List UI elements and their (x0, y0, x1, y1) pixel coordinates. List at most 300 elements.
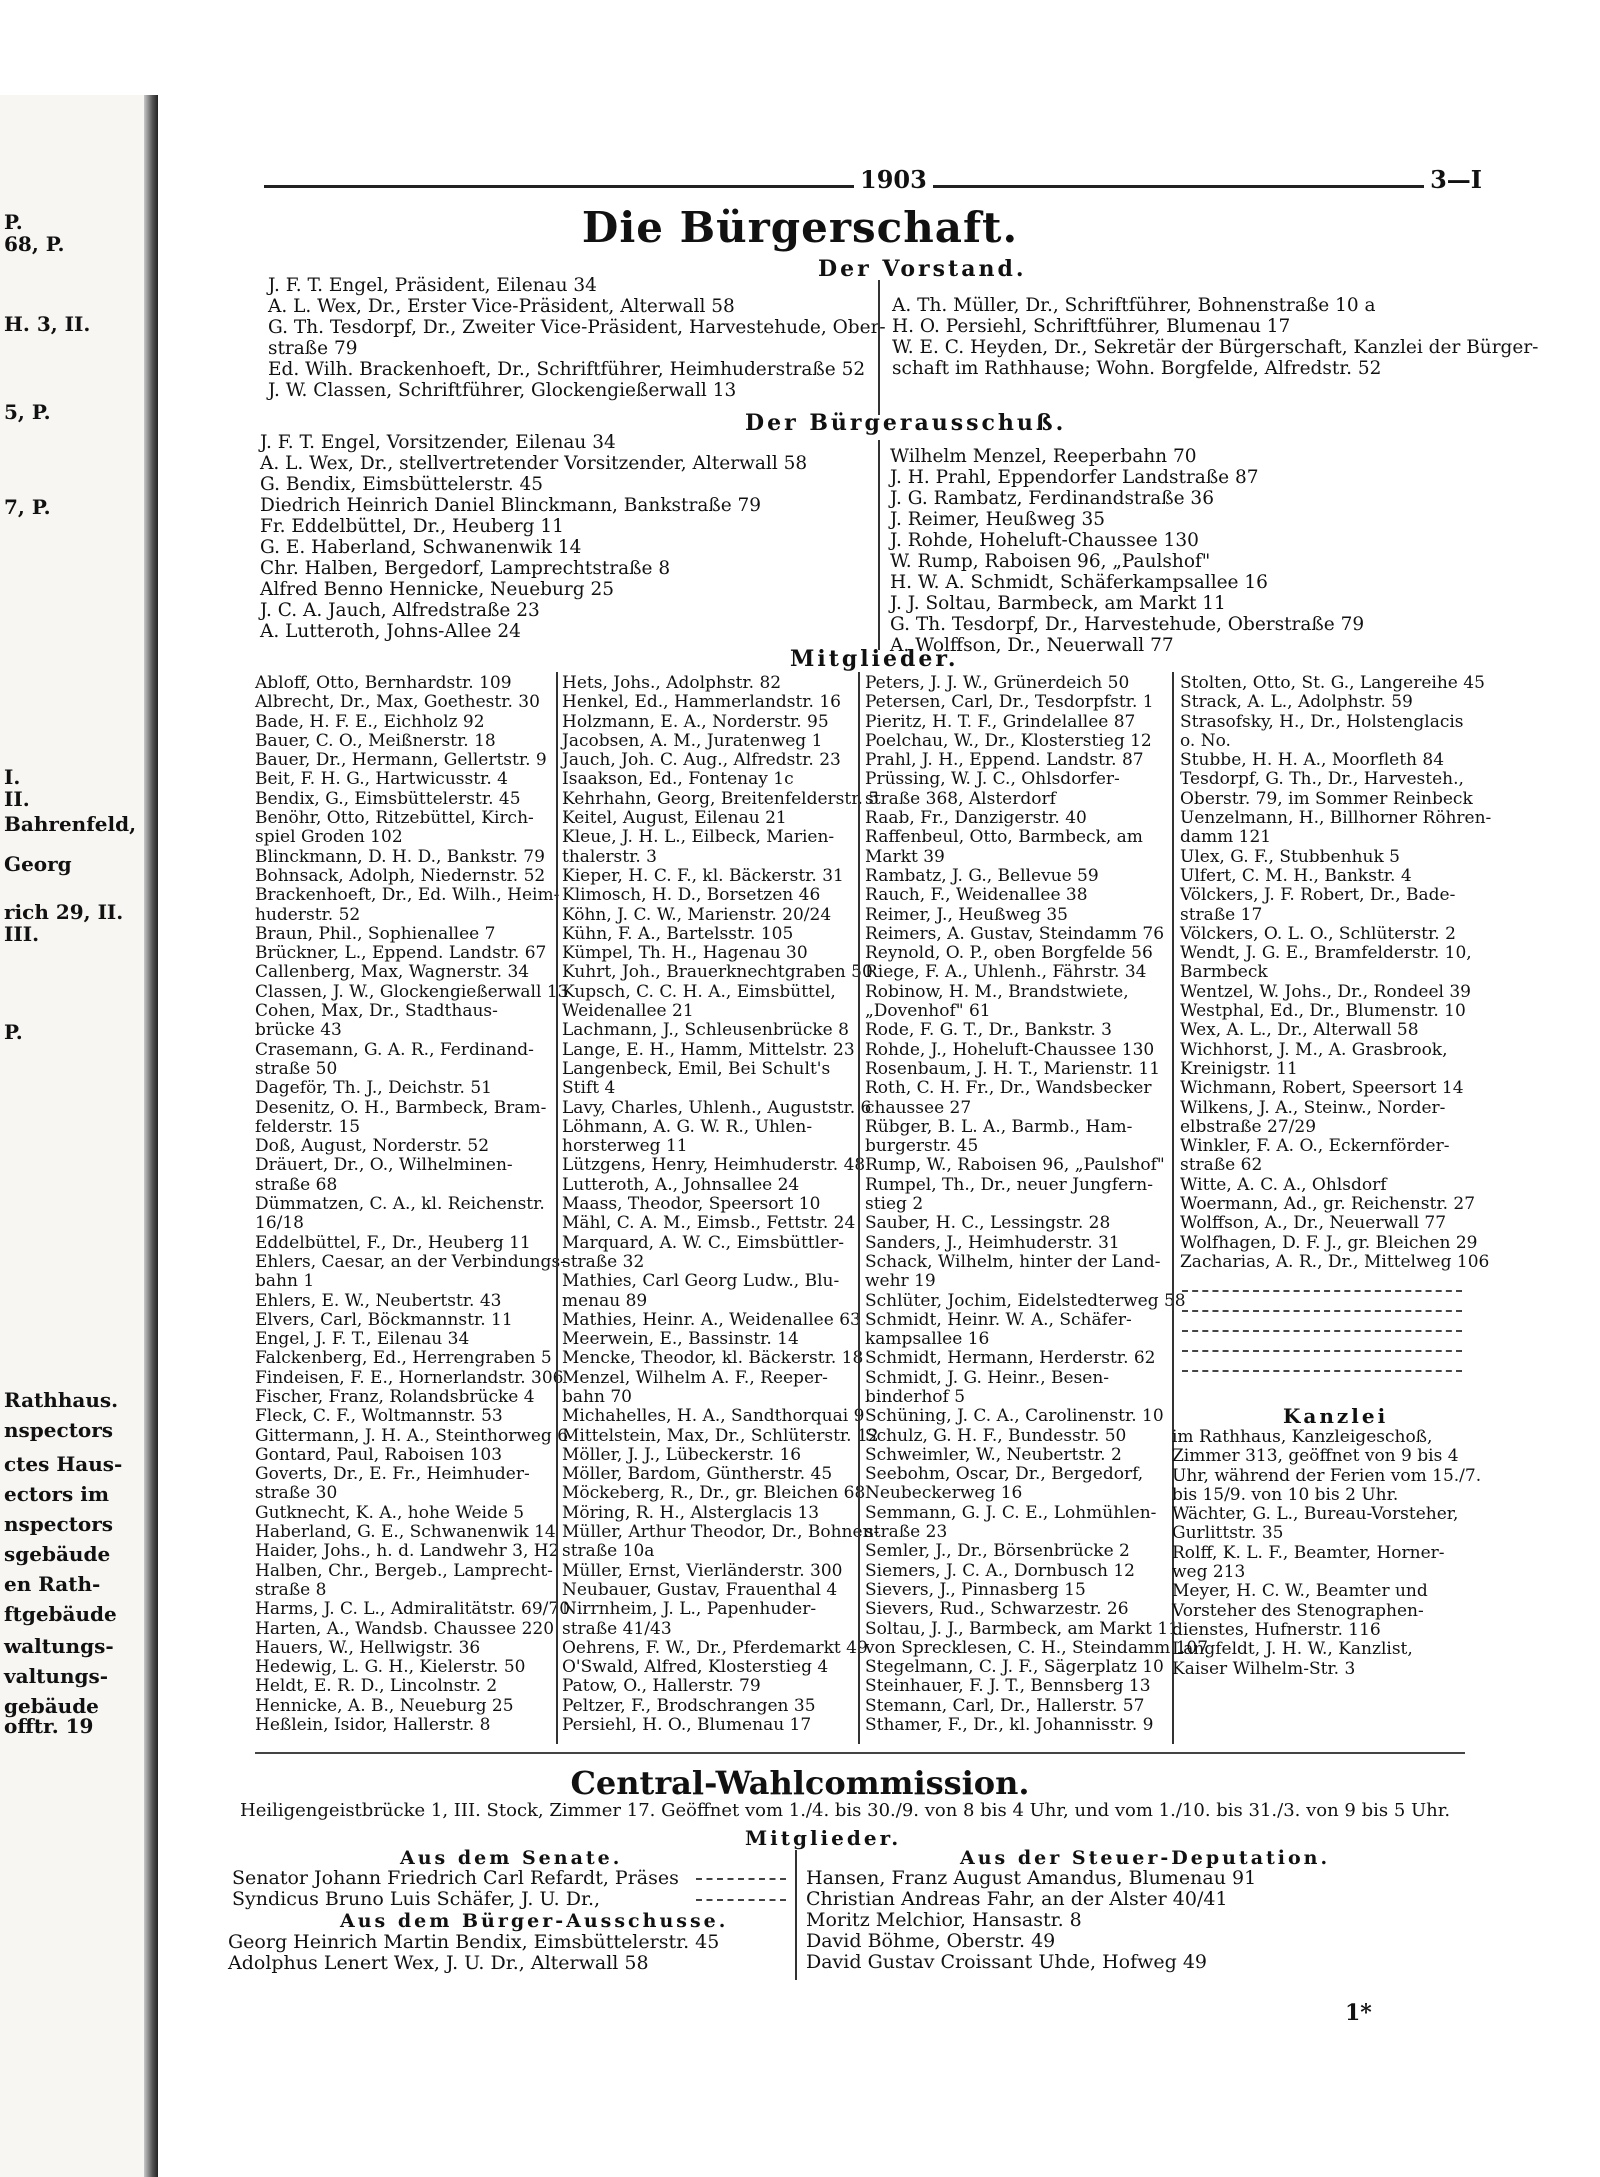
left-page-line: 5, P. (4, 400, 51, 424)
entry-line: A. L. Wex, Dr., stellvertretender Vorsitzender, Alterwall 58 (260, 453, 808, 474)
entry-line: Gittermann, J. H. A., Steinthorweg 6 (255, 1425, 569, 1446)
entry-line: Prahl, J. H., Eppend. Landstr. 87 (865, 750, 1144, 771)
entry-line: Schüning, J. C. A., Carolinenstr. 10 (865, 1406, 1164, 1427)
entry-line: Löhmann, A. G. W. R., Uhlen- (562, 1116, 813, 1137)
left-page-line: I. (4, 765, 21, 789)
entry-line: J. Reimer, Heußweg 35 (890, 509, 1105, 530)
central-divider (795, 1850, 797, 1980)
vorstand-right (892, 295, 1538, 379)
entry-line: Lützgens, Henry, Heimhuderstr. 48 (562, 1155, 866, 1176)
members-column-1 (255, 674, 570, 1735)
entry-line: Roth, C. H. Fr., Dr., Wandsbecker (865, 1078, 1152, 1099)
entry-line: Ed. Wilh. Brackenhoeft, Dr., Schriftführer, Heimhuderstraße 52 (268, 359, 866, 380)
buerger-heading: Aus dem Bürger-Ausschusse. (340, 1910, 729, 1932)
entry-line: straße 32 (562, 1251, 645, 1272)
entry-line: Sanders, J., Heimhuderstr. 31 (865, 1232, 1120, 1253)
entry-line: Blinckmann, D. H. D., Bankstr. 79 (255, 846, 545, 867)
entry-line: Peltzer, F., Brodschrangen 35 (562, 1695, 816, 1716)
entry-line: Sauber, H. C., Lessingstr. 28 (865, 1213, 1111, 1234)
entry-line: Falckenberg, Ed., Herrengraben 5 (255, 1348, 552, 1369)
entry-line: Semler, J., Dr., Börsenbrücke 2 (865, 1541, 1130, 1562)
entry-line: Marquard, A. W. C., Eimsbüttler- (562, 1232, 845, 1253)
entry-line: Wichhorst, J. M., A. Grasbrook, (1180, 1039, 1448, 1060)
entry-line: Zacharias, A. R., Dr., Mittelweg 106 (1180, 1251, 1490, 1272)
entry-line: Oehrens, F. W., Dr., Pferdemarkt 49 (562, 1637, 868, 1658)
entry-line: binderhof 5 (865, 1386, 966, 1407)
entry-line: Rübger, B. L. A., Barmb., Ham- (865, 1116, 1133, 1137)
entry-line: Fleck, C. F., Woltmannstr. 53 (255, 1406, 503, 1427)
entry-line: Rode, F. G. T., Dr., Bankstr. 3 (865, 1020, 1112, 1041)
entry-line: Möckeberg, R., Dr., gr. Bleichen 68 (562, 1483, 866, 1504)
entry-line: Bendix, G., Eimsbüttelerstr. 45 (255, 788, 521, 809)
entry-line: Völckers, J. F. Robert, Dr., Bade- (1180, 885, 1456, 906)
left-page-line: nspectors (4, 1418, 114, 1442)
entry-line: Rumpel, Th., Dr., neuer Jungfern- (865, 1174, 1153, 1195)
entry-line: Klimosch, H. D., Borsetzen 46 (562, 885, 821, 906)
entry-line: Siemers, J. C. A., Dornbusch 12 (865, 1560, 1135, 1581)
entry-line: Müller, Ernst, Vierländerstr. 300 (562, 1560, 843, 1581)
entry-line: Gutknecht, K. A., hohe Weide 5 (255, 1502, 525, 1523)
entry-line: Robinow, H. M., Brandstwiete, (865, 981, 1129, 1002)
entry-line: Benöhr, Otto, Ritzebüttel, Kirch- (255, 808, 534, 829)
entry-line: Möller, J. J., Lübeckerstr. 16 (562, 1444, 802, 1465)
entry-line: Wilkens, J. A., Steinw., Norder- (1180, 1097, 1446, 1118)
entry-line: Findeisen, F. E., Hornerlandstr. 306 (255, 1367, 564, 1388)
entry-line: Kühn, F. A., Bartelsstr. 105 (562, 923, 794, 944)
entry-line: Fr. Eddelbüttel, Dr., Heuberg 11 (260, 516, 564, 537)
entry-line: bis 15/9. von 10 bis 2 Uhr. (1172, 1484, 1399, 1505)
entry-line: Cohen, Max, Dr., Stadthaus- (255, 1001, 498, 1022)
entry-line: Fischer, Franz, Rolandsbrücke 4 (255, 1386, 535, 1407)
entry-line: Kieper, H. C. F., kl. Bäckerstr. 31 (562, 865, 844, 886)
entry-line: Langenbeck, Emil, Bei Schult's (562, 1058, 831, 1079)
entry-line: Callenberg, Max, Wagnerstr. 34 (255, 962, 530, 983)
entry-line: Dräuert, Dr., O., Wilhelminen- (255, 1155, 513, 1176)
entry-line: Reynold, O. P., oben Borgfelde 56 (865, 943, 1153, 964)
entry-line: straße 62 (1180, 1155, 1263, 1176)
vorstand-heading: Der Vorstand. (818, 256, 1027, 282)
column-4-filler-rule (1182, 1370, 1462, 1372)
entry-line: Wächter, G. L., Bureau-Vorsteher, (1172, 1504, 1459, 1525)
entry-line: Hansen, Franz August Amandus, Blumenau 91 (806, 1867, 1257, 1889)
entry-line: Isaakson, Ed., Fontenay 1c (562, 769, 794, 790)
central-info: Heiligengeistbrücke 1, III. Stock, Zimmer 17. Geöffnet vom 1./4. bis 30./9. von 8 bis 4 Uhr, und vom 1./10. bis 31./3. von 9 bis 5 Uhr. (240, 1800, 1451, 1821)
entry-line: Persiehl, H. O., Blumenau 17 (562, 1715, 812, 1736)
senat-filler-rule (696, 1899, 786, 1901)
entry-line: Halben, Chr., Bergeb., Lamprecht- (255, 1560, 553, 1581)
entry-line: J. W. Classen, Schriftführer, Glockengießerwall 13 (268, 380, 737, 401)
entry-line: Vorsteher des Stenographen- (1172, 1600, 1424, 1621)
entry-line: Meyer, H. C. W., Beamter und (1172, 1581, 1428, 1602)
left-page-line: ctes Haus- (4, 1452, 123, 1476)
entry-line: Gurlittstr. 35 (1172, 1523, 1284, 1544)
entry-line: brücke 43 (255, 1020, 342, 1041)
entry-line: Schmidt, J. G. Heinr., Besen- (865, 1367, 1110, 1388)
members-column-2 (562, 674, 879, 1735)
entry-line: Möring, R. H., Alsterglacis 13 (562, 1502, 820, 1523)
entry-line: Raab, Fr., Danzigerstr. 40 (865, 808, 1087, 829)
entry-line: Schmidt, Hermann, Herderstr. 62 (865, 1348, 1156, 1369)
column-divider-2 (858, 672, 860, 1744)
entry-line: Hedewig, L. G. H., Kielerstr. 50 (255, 1657, 526, 1678)
entry-line: Alfred Benno Hennicke, Neueburg 25 (260, 579, 615, 600)
entry-line: Uhr, während der Ferien vom 15./7. (1172, 1465, 1482, 1486)
entry-line: Georg Heinrich Martin Bendix, Eimsbüttelerstr. 45 (228, 1931, 720, 1953)
entry-line: Rolff, K. L. F., Beamter, Horner- (1172, 1542, 1445, 1563)
column-4-filler-rule (1182, 1350, 1462, 1352)
entry-line: Stubbe, H. H. A., Moorfleth 84 (1180, 750, 1445, 771)
left-page-line: en Rath- (4, 1572, 101, 1596)
entry-line: Albrecht, Dr., Max, Goethestr. 30 (255, 692, 540, 713)
entry-line: Jacobsen, A. M., Juratenweg 1 (562, 730, 823, 751)
entry-line: Schmidt, Heinr. W. A., Schäfer- (865, 1309, 1132, 1330)
left-page-line: P. (4, 210, 23, 234)
signature-mark: 1* (1345, 2000, 1372, 2026)
entry-line: Strasofsky, H., Dr., Holstenglacis (1180, 711, 1464, 732)
entry-line: Rump, W., Raboisen 96, „Paulshof" (865, 1155, 1165, 1176)
entry-line: Patow, O., Hallerstr. 79 (562, 1676, 761, 1697)
entry-line: Diedrich Heinrich Daniel Blinckmann, Bankstraße 79 (260, 495, 762, 516)
entry-line: Raffenbeul, Otto, Barmbeck, am (865, 827, 1143, 848)
entry-line: Christian Andreas Fahr, an der Alster 40/41 (806, 1888, 1228, 1910)
entry-line: huderstr. 52 (255, 904, 361, 925)
entry-line: Engel, J. F. T., Eilenau 34 (255, 1329, 470, 1350)
entry-line: Rosenbaum, J. H. T., Marienstr. 11 (865, 1058, 1161, 1079)
entry-line: Poelchau, W., Dr., Klosterstieg 12 (865, 730, 1152, 751)
entry-line: straße 17 (1180, 904, 1263, 925)
entry-line: Beit, F. H. G., Hartwicusstr. 4 (255, 769, 508, 790)
entry-line: Wolfhagen, D. F. J., gr. Bleichen 29 (1180, 1232, 1478, 1253)
entry-line: J. G. Rambatz, Ferdinandstraße 36 (890, 488, 1214, 509)
entry-line: Gontard, Paul, Raboisen 103 (255, 1444, 503, 1465)
entry-line: Sievers, Rud., Schwarzestr. 26 (865, 1599, 1129, 1620)
mitglieder-heading: Mitglieder. (790, 646, 959, 672)
entry-line: Köhn, J. C. W., Marienstr. 20/24 (562, 904, 832, 925)
entry-line: Bauer, C. O., Meißnerstr. 18 (255, 730, 496, 751)
left-page-line: sgebäude (4, 1542, 111, 1566)
entry-line: damm 121 (1180, 827, 1272, 848)
entry-line: Heldt, E. R. D., Lincolnstr. 2 (255, 1676, 498, 1697)
entry-line: Witte, A. C. A., Ohlsdorf (1180, 1174, 1387, 1195)
senat-filler-rule (696, 1878, 786, 1880)
entry-line: G. E. Haberland, Schwanenwik 14 (260, 537, 582, 558)
entry-line: Wolffson, A., Dr., Neuerwall 77 (1180, 1213, 1447, 1234)
page-gutter (144, 95, 158, 2177)
entry-line: Schack, Wilhelm, hinter der Land- (865, 1251, 1161, 1272)
senat-heading: Aus dem Senate. (400, 1847, 623, 1869)
entry-line: Sievers, J., Pinnasberg 15 (865, 1579, 1086, 1600)
steuer-list (806, 1868, 1256, 1973)
column-4-filler-rule (1182, 1290, 1462, 1292)
entry-line: Kümpel, Th. H., Hagenau 30 (562, 943, 808, 964)
entry-line: J. Rohde, Hoheluft-Chaussee 130 (890, 530, 1199, 551)
left-page-line: gebäude (4, 1694, 99, 1718)
entry-line: Hennicke, A. B., Neueburg 25 (255, 1695, 514, 1716)
left-page-line: ectors im (4, 1482, 109, 1506)
entry-line: Dageför, Th. J., Deichstr. 51 (255, 1078, 492, 1099)
vorstand-divider (878, 280, 880, 415)
entry-line: Soltau, J. J., Barmbeck, am Markt 11 (865, 1618, 1179, 1639)
entry-line: Wichmann, Robert, Speersort 14 (1180, 1078, 1464, 1099)
entry-line: Goverts, Dr., E. Fr., Heimhuder- (255, 1464, 530, 1485)
entry-line: J. F. T. Engel, Vorsitzender, Eilenau 34 (260, 432, 616, 453)
entry-line: Reimers, A. Gustav, Steindamm 76 (865, 923, 1165, 944)
entry-line: A. L. Wex, Dr., Erster Vice-Präsident, Alterwall 58 (268, 296, 735, 317)
entry-line: Stemann, Carl, Dr., Hallerstr. 57 (865, 1695, 1145, 1716)
left-page-line: ftgebäude (4, 1602, 117, 1626)
entry-line: David Gustav Croissant Uhde, Hofweg 49 (806, 1951, 1208, 1973)
left-page-line: waltungs- (4, 1634, 114, 1658)
header-year: 1903 (854, 165, 933, 194)
entry-line: Ehlers, E. W., Neubertstr. 43 (255, 1290, 502, 1311)
entry-line: Kaiser Wilhelm-Str. 3 (1172, 1658, 1356, 1679)
entry-line: schaft im Rathhause; Wohn. Borgfelde, Alfredstr. 52 (892, 358, 1382, 379)
entry-line: Stift 4 (562, 1078, 616, 1099)
entry-line: Maass, Theodor, Speersort 10 (562, 1194, 821, 1215)
entry-line: Syndicus Bruno Luis Schäfer, J. U. Dr., (232, 1888, 601, 1910)
entry-line: Strack, A. L., Adolphstr. 59 (1180, 692, 1413, 713)
entry-line: G. Th. Tesdorpf, Dr., Zweiter Vice-Präsident, Harvestehude, Ober- (268, 317, 886, 338)
ausschuss-divider (878, 440, 880, 650)
entry-line: G. Th. Tesdorpf, Dr., Harvestehude, Oberstraße 79 (890, 614, 1365, 635)
ausschuss-heading: Der Bürgerausschuß. (745, 410, 1067, 436)
left-page-line: H. 3, II. (4, 312, 91, 336)
entry-line: Kleue, J. H. L., Eilbeck, Marien- (562, 827, 835, 848)
ausschuss-right (890, 446, 1364, 656)
entry-line: straße 68 (255, 1174, 338, 1195)
left-page-line: 7, P. (4, 495, 51, 519)
entry-line: Hauers, W., Hellwigstr. 36 (255, 1637, 481, 1658)
entry-line: stieg 2 (865, 1194, 924, 1215)
entry-line: Wendt, J. G. E., Bramfelderstr. 10, (1180, 943, 1472, 964)
entry-line: Lange, E. H., Hamm, Mittelstr. 23 (562, 1039, 855, 1060)
entry-line: Mathies, Carl Georg Ludw., Blu- (562, 1271, 840, 1292)
entry-line: spiel Groden 102 (255, 827, 403, 848)
entry-line: Wilhelm Menzel, Reeperbahn 70 (890, 446, 1197, 467)
entry-line: Woermann, Ad., gr. Reichenstr. 27 (1180, 1194, 1476, 1215)
ausschuss-left (260, 432, 807, 642)
entry-line: straße 79 (268, 338, 358, 359)
entry-line: Schweimler, W., Neubertstr. 2 (865, 1444, 1122, 1465)
members-column-3 (865, 674, 1208, 1735)
entry-line: Lavy, Charles, Uhlenh., Auguststr. 6 (562, 1097, 872, 1118)
senat-list (232, 1868, 679, 1910)
entry-line: wehr 19 (865, 1271, 936, 1292)
column-4-filler-rule (1182, 1310, 1462, 1312)
left-page-line: Rathhaus. (4, 1388, 119, 1412)
entry-line: bahn 70 (562, 1386, 632, 1407)
entry-line: Winkler, F. A. O., Eckernförder- (1180, 1136, 1450, 1157)
entry-line: Desenitz, O. H., Barmbeck, Bram- (255, 1097, 547, 1118)
buerger-list (228, 1932, 719, 1974)
entry-line: H. O. Persiehl, Schriftführer, Blumenau 17 (892, 316, 1291, 337)
entry-line: Petersen, Carl, Dr., Tesdorpfstr. 1 (865, 692, 1154, 713)
entry-line: Michahelles, H. A., Sandthorquai 9 (562, 1406, 865, 1427)
entry-line: straße 50 (255, 1058, 338, 1079)
entry-line: Menzel, Wilhelm A. F., Reeper- (562, 1367, 828, 1388)
entry-line: im Rathhaus, Kanzleigeschoß, (1172, 1427, 1433, 1447)
entry-line: Mathies, Heinr. A., Weidenallee 63 (562, 1309, 861, 1330)
entry-line: straße 10a (562, 1541, 655, 1562)
entry-line: Reimer, J., Heußweg 35 (865, 904, 1068, 925)
entry-line: straße 41/43 (562, 1618, 672, 1639)
entry-line: Braun, Phil., Sophienallee 7 (255, 923, 496, 944)
entry-line: Rambatz, J. G., Bellevue 59 (865, 865, 1099, 886)
entry-line: Schlüter, Jochim, Eidelstedterweg 58 (865, 1290, 1186, 1311)
entry-line: Oberstr. 79, im Sommer Reinbeck (1180, 788, 1473, 809)
entry-line: A. Th. Müller, Dr., Schriftführer, Bohnenstraße 10 a (892, 295, 1376, 316)
members-column-4 (1180, 674, 1491, 1272)
left-page-edge (0, 95, 158, 2177)
entry-line: Mittelstein, Max, Dr., Schlüterstr. 12 (562, 1425, 879, 1446)
entry-line: Sthamer, F., Dr., kl. Johannisstr. 9 (865, 1715, 1154, 1736)
steuer-heading: Aus der Steuer-Deputation. (960, 1847, 1331, 1869)
entry-line: Eddelbüttel, F., Dr., Heuberg 11 (255, 1232, 531, 1253)
entry-line: 16/18 (255, 1213, 304, 1234)
left-page-line: III. (4, 922, 40, 946)
entry-line: von Sprecklesen, C. H., Steindamm 107 (865, 1637, 1209, 1658)
column-divider-1 (556, 672, 558, 1744)
entry-line: G. Bendix, Eimsbüttelerstr. 45 (260, 474, 544, 495)
entry-line: straße 8 (255, 1579, 327, 1600)
entry-line: thalerstr. 3 (562, 846, 657, 867)
left-page-line: nspectors (4, 1512, 114, 1536)
entry-line: Pieritz, H. T. F., Grindelallee 87 (865, 711, 1136, 732)
entry-line: W. Rump, Raboisen 96, „Paulshof" (890, 551, 1211, 572)
entry-line: Mähl, C. A. M., Eimsb., Fettstr. 24 (562, 1213, 856, 1234)
entry-line: Moritz Melchior, Hansastr. 8 (806, 1909, 1082, 1931)
left-page-line: offtr. 19 (4, 1714, 94, 1738)
entry-line: Crasemann, G. A. R., Ferdinand- (255, 1039, 534, 1060)
entry-line: Harms, J. C. L., Admiralitätstr. 69/70 (255, 1599, 571, 1620)
entry-line: Prüssing, W. J. C., Ohlsdorfer- (865, 769, 1120, 790)
entry-line: Kreinigstr. 11 (1180, 1058, 1298, 1079)
entry-line: Weidenallee 21 (562, 1001, 694, 1022)
column-4-filler-rule (1182, 1330, 1462, 1332)
entry-line: Bade, H. F. E., Eichholz 92 (255, 711, 485, 732)
entry-line: Wentzel, W. Johs., Dr., Rondeel 39 (1180, 981, 1471, 1002)
entry-line: straße 30 (255, 1483, 338, 1504)
entry-line: o. No. (1180, 730, 1231, 751)
entry-line: Schulz, G. H. F., Bundesstr. 50 (865, 1425, 1127, 1446)
entry-line: Rohde, J., Hoheluft-Chaussee 130 (865, 1039, 1155, 1060)
entry-line: Henkel, Ed., Hammerlandstr. 16 (562, 692, 841, 713)
entry-line: Markt 39 (865, 846, 945, 867)
entry-line: Kehrhahn, Georg, Breitenfelderstr. 5 (562, 788, 880, 809)
entry-line: Seebohm, Oscar, Dr., Bergedorf, (865, 1464, 1144, 1485)
entry-line: straße 23 (865, 1522, 948, 1543)
entry-line: J. H. Prahl, Eppendorfer Landstraße 87 (890, 467, 1259, 488)
left-page-line: P. (4, 1020, 23, 1044)
entry-line: Nirrnheim, J. L., Papenhuder- (562, 1599, 817, 1620)
entry-line: Abloff, Otto, Bernhardstr. 109 (255, 673, 512, 693)
central-title: Central-Wahlcommission. (570, 1764, 1030, 1802)
entry-line: W. E. C. Heyden, Dr., Sekretär der Bürgerschaft, Kanzlei der Bürger- (892, 337, 1539, 358)
entry-line: Bohnsack, Adolph, Niedernstr. 52 (255, 865, 546, 886)
entry-line: Keitel, August, Eilenau 21 (562, 808, 787, 829)
entry-line: Harten, A., Wandsb. Chaussee 220 (255, 1618, 555, 1639)
kanzlei-heading: Kanzlei (1283, 1404, 1389, 1428)
entry-line: Völckers, O. L. O., Schlüterstr. 2 (1180, 923, 1456, 944)
entry-line: Mencke, Theodor, kl. Bäckerstr. 18 (562, 1348, 864, 1369)
entry-line: Jauch, Joh. C. Aug., Alfredstr. 23 (562, 750, 841, 771)
entry-line: Langfeldt, J. H. W., Kanzlist, (1172, 1639, 1413, 1660)
page-title: Die Bürgerschaft. (581, 203, 1019, 252)
entry-line: David Böhme, Oberstr. 49 (806, 1930, 1056, 1952)
page-number: 3—I (1424, 165, 1488, 194)
central-mitglieder-heading: Mitglieder. (745, 1826, 902, 1850)
entry-line: Doß, August, Norderstr. 52 (255, 1136, 490, 1157)
left-page-line: Georg (4, 852, 72, 876)
entry-line: Barmbeck (1180, 962, 1268, 983)
left-page-line: valtungs- (4, 1664, 109, 1688)
entry-line: Ulex, G. F., Stubbenhuk 5 (1180, 846, 1400, 867)
entry-line: Dümmatzen, C. A., kl. Reichenstr. (255, 1194, 545, 1215)
entry-line: Kuhrt, Joh., Brauerknechtgraben 50 (562, 962, 873, 983)
entry-line: burgerstr. 45 (865, 1136, 979, 1157)
entry-line: Meerwein, E., Bassinstr. 14 (562, 1329, 799, 1350)
entry-line: Tesdorpf, G. Th., Dr., Harvesteh., (1180, 769, 1464, 790)
entry-line: Stolten, Otto, St. G., Langereihe 45 (1180, 673, 1485, 693)
entry-line: J. J. Soltau, Barmbeck, am Markt 11 (890, 593, 1226, 614)
entry-line: Lutteroth, A., Johnsallee 24 (562, 1174, 800, 1195)
entry-line: Wex, A. L., Dr., Alterwall 58 (1180, 1020, 1419, 1041)
left-page-line: 68, P. (4, 232, 65, 256)
entry-line: horsterweg 11 (562, 1136, 688, 1157)
entry-line: Bauer, Dr., Hermann, Gellertstr. 9 (255, 750, 547, 771)
kanzlei-text (1172, 1428, 1481, 1679)
entry-line: A. Wolffson, Dr., Neuerwall 77 (890, 635, 1174, 656)
entry-line: Hets, Johs., Adolphstr. 82 (562, 673, 782, 693)
entry-line: felderstr. 15 (255, 1116, 361, 1137)
entry-line: Zimmer 313, geöffnet von 9 bis 4 (1172, 1446, 1459, 1467)
entry-line: Peters, J. J. W., Grünerdeich 50 (865, 673, 1130, 693)
entry-line: Holzmann, E. A., Norderstr. 95 (562, 711, 829, 732)
entry-line: Adolphus Lenert Wex, J. U. Dr., Alterwall 58 (228, 1952, 649, 1974)
entry-line: Brückner, L., Eppend. Landstr. 67 (255, 943, 547, 964)
entry-line: chaussee 27 (865, 1097, 972, 1118)
entry-line: elbstraße 27/29 (1180, 1116, 1317, 1137)
entry-line: Classen, J. W., Glockengießerwall 13 (255, 981, 569, 1002)
entry-line: O'Swald, Alfred, Klosterstieg 4 (562, 1657, 829, 1678)
entry-line: Heßlein, Isidor, Hallerstr. 8 (255, 1715, 491, 1736)
entry-line: J. C. A. Jauch, Alfredstraße 23 (260, 600, 540, 621)
entry-line: Neubeckerweg 16 (865, 1483, 1023, 1504)
entry-line: Rauch, F., Weidenallee 38 (865, 885, 1088, 906)
left-page-line: Bahrenfeld, (4, 812, 137, 836)
entry-line: bahn 1 (255, 1271, 315, 1292)
entry-line: weg 213 (1172, 1562, 1246, 1583)
entry-line: Steinhauer, F. J. T., Bennsberg 13 (865, 1676, 1151, 1697)
entry-line: Haider, Johs., h. d. Landwehr 3, H2 (255, 1541, 560, 1562)
entry-line: Ulfert, C. M. H., Bankstr. 4 (1180, 865, 1412, 886)
entry-line: Müller, Arthur Theodor, Dr., Bohnen- (562, 1522, 880, 1543)
entry-line: kampsallee 16 (865, 1329, 990, 1350)
entry-line: Senator Johann Friedrich Carl Refardt, Präses (232, 1867, 679, 1889)
section-rule (255, 1752, 1465, 1754)
entry-line: menau 89 (562, 1290, 648, 1311)
entry-line: Möller, Bardom, Güntherstr. 45 (562, 1464, 833, 1485)
entry-line: Chr. Halben, Bergedorf, Lamprechtstraße 8 (260, 558, 671, 579)
entry-line: Neubauer, Gustav, Frauenthal 4 (562, 1579, 838, 1600)
entry-line: J. F. T. Engel, Präsident, Eilenau 34 (268, 275, 597, 296)
entry-line: Brackenhoeft, Dr., Ed. Wilh., Heim- (255, 885, 560, 906)
entry-line: dienstes, Hufnerstr. 116 (1172, 1619, 1381, 1640)
left-page-line: rich 29, II. (4, 900, 124, 924)
entry-line: Riege, F. A., Uhlenh., Fährstr. 34 (865, 962, 1147, 983)
entry-line: Westphal, Ed., Dr., Blumenstr. 10 (1180, 1001, 1466, 1022)
entry-line: „Dovenhof" 61 (865, 1001, 991, 1022)
